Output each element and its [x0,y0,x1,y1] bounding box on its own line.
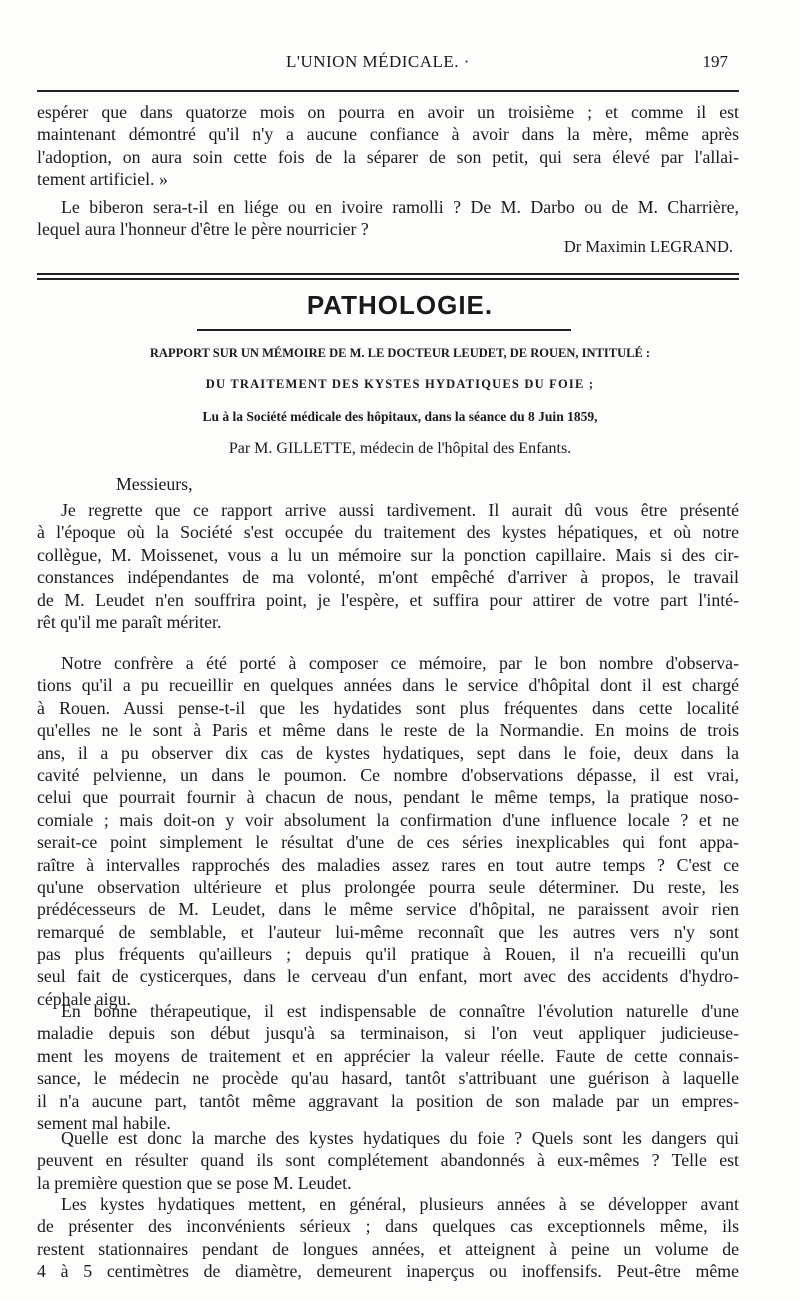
text-line: comiale ; mais doit-on y voir absolument la confirmation d'une influence locale ? et ne [37,809,739,830]
text-line: seul fait de cysticerques, dans le cerveau d'un enfant, mort avec des accidents d'hydro- [37,966,739,987]
text-line: Les kystes hydatiques mettent, en général, plusieurs années à se développer avant [61,1194,739,1214]
text-line: de présenter des inconvénients sérieux ; dans quelques cas exceptionnels même, ils [37,1216,739,1237]
signature-block [37,236,739,258]
paragraph-1 [37,499,739,633]
text-line: prédécesseurs de M. Leudet, dans le même service d'hôpital, ne paraissent avoir rien [37,899,739,920]
text-line: ment les moyens de traitement et en apprécier la valeur réelle. Faute de cette connais- [37,1045,739,1066]
journal-title: L'UNION MÉDICALE. · [286,52,470,71]
text-line: lequel aura l'honneur d'être le père nourricier ? [37,218,369,239]
text-line: maintenant démontré qu'il n'y a aucune confiance à avoir dans la mère, même après [37,124,739,145]
text-line: sement mal habile. [37,1112,171,1133]
reading-line: Lu à la Société médicale des hôpitaux, dans la séance du 8 Juin 1859, [202,409,598,424]
text-line: collègue, M. Moissenet, vous a lu un mémoire sur la ponction capillaire. Mais si des cir- [37,544,739,565]
byline: Par M. GILLETTE, médecin de l'hôpital des Enfants. [228,440,572,457]
text-line: restent stationnaires pendant de longues années, et atteignent à peine un volume de [37,1238,739,1259]
text-line: sance, le médecin ne procède qu'au hasard, tantôt s'attribuant une guérison à laquelle [37,1068,739,1089]
report-line: RAPPORT SUR UN MÉMOIRE DE M. LE DOCTEUR LEUDET, DE ROUEN, INTITULÉ : [149,346,651,360]
text-line: En bonne thérapeutique, il est indispensable de connaître l'évolution naturelle d'une [61,1001,739,1021]
paragraph-5 [37,1193,739,1283]
text-line: Notre confrère a été porté à composer ce mémoire, par le bon nombre d'observa- [61,653,739,673]
text-line: serait-ce point simplement le résultat d'une de ces séries inexplicables qui font appa- [37,832,739,853]
text-line: pas plus fréquents qu'ailleurs ; depuis qu'il pratique à Rouen, il n'a recueilli qu'un [37,944,739,965]
text-line: raître à intervalles rapprochés des maladies assez rares en tout autre temps ? C'est ce [37,854,739,875]
text-line: il n'a aucune part, tantôt même aggravant la position de son malade par un empres- [37,1090,739,1111]
text-line: Je regrette que ce rapport arrive aussi tardivement. Il aurait dû vous être présenté [61,500,739,520]
header-rule [37,90,739,92]
text-line: ans, il a pu observer dix cas de kystes hydatiques, sept dans le foie, deux dans la [37,742,739,763]
text-line: l'adoption, on aura soin cette fois de la séparer de son petit, qui sera élevé par l'allai- [37,146,739,167]
text-line: 4 à 5 centimètres de diamètre, demeurent inaperçus ou inoffensifs. Peut-être même [37,1261,739,1282]
text-line: peuvent en résulter quand ils sont complétement abandonnés à eux-mêmes ? Telle est [37,1150,739,1171]
text-line: constances indépendantes de ma volonté, m'ont empêché d'arriver à propos, le travail [37,567,739,588]
article-subject: DU TRAITEMENT DES KYSTES HYDATIQUES DU FOIE ; [205,377,595,391]
section-title: PATHOLOGIE. [306,290,494,320]
title-underline [197,329,571,331]
text-line: à l'époque où la Société s'est occupée du traitement des kystes hépatiques, et où notre [37,522,739,543]
intro-paragraph [37,101,739,240]
salutation: Messieurs, [116,474,193,494]
running-header [0,52,800,78]
text-line: espérer que dans quatorze mois on pourra en avoir un troisième ; et comme il est [37,102,739,122]
text-line: tions qu'il a pu recueillir en quelques années dans le service d'hôpital dont il est chargé [37,675,739,696]
text-line: la première question que se pose M. Leudet. [37,1172,352,1193]
page-number: 197 [702,52,728,71]
text-line: celui que pourrait fournir à chacun de nous, pendant le même temps, la pratique noso- [37,787,739,808]
text-line: remarqué de semblable, et l'auteur lui-même reconnaît que les autres vers n'y sont [37,921,739,942]
section-rule-bottom [37,278,739,280]
text-line: Le biberon sera-t-il en liége ou en ivoire ramolli ? De M. Darbo ou de M. Charrière, [61,196,739,217]
text-line: de M. Leudet n'en souffrira point, je l'espère, et suffira pour attirer de votre part l'inté- [37,589,739,610]
paragraph-2 [37,652,739,1010]
text-line: Quelle est donc la marche des kystes hydatiques du foie ? Quels sont les dangers qui [61,1128,739,1148]
text-line: rêt qu'il me paraît mériter. [37,611,222,632]
section-rule-top [37,273,739,275]
text-line: tement artificiel. » [37,169,168,190]
paragraph-3 [37,1000,739,1134]
text-line: qu'une observation ultérieure et plus prolongée pourra seule déterminer. Du reste, les [37,876,739,897]
paragraph-4 [37,1127,739,1194]
text-line: à Rouen. Aussi pense-t-il que les hydatides sont plus fréquentes dans cette localité [37,697,739,718]
text-line: cavité pelvienne, un dans le poumon. Ce nombre d'observations dépasse, il est vrai, [37,764,739,785]
text-line: qu'elles ne le sont à Paris et même dans le reste de la Normandie. En moins de trois [37,720,739,741]
author-signature: Dr Maximin LEGRAND. [563,237,733,256]
text-line: céphale aigu. [37,988,131,1009]
text-line: maladie depuis son début jusqu'à sa terminaison, si l'on veut appliquer judicieuse- [37,1023,739,1044]
